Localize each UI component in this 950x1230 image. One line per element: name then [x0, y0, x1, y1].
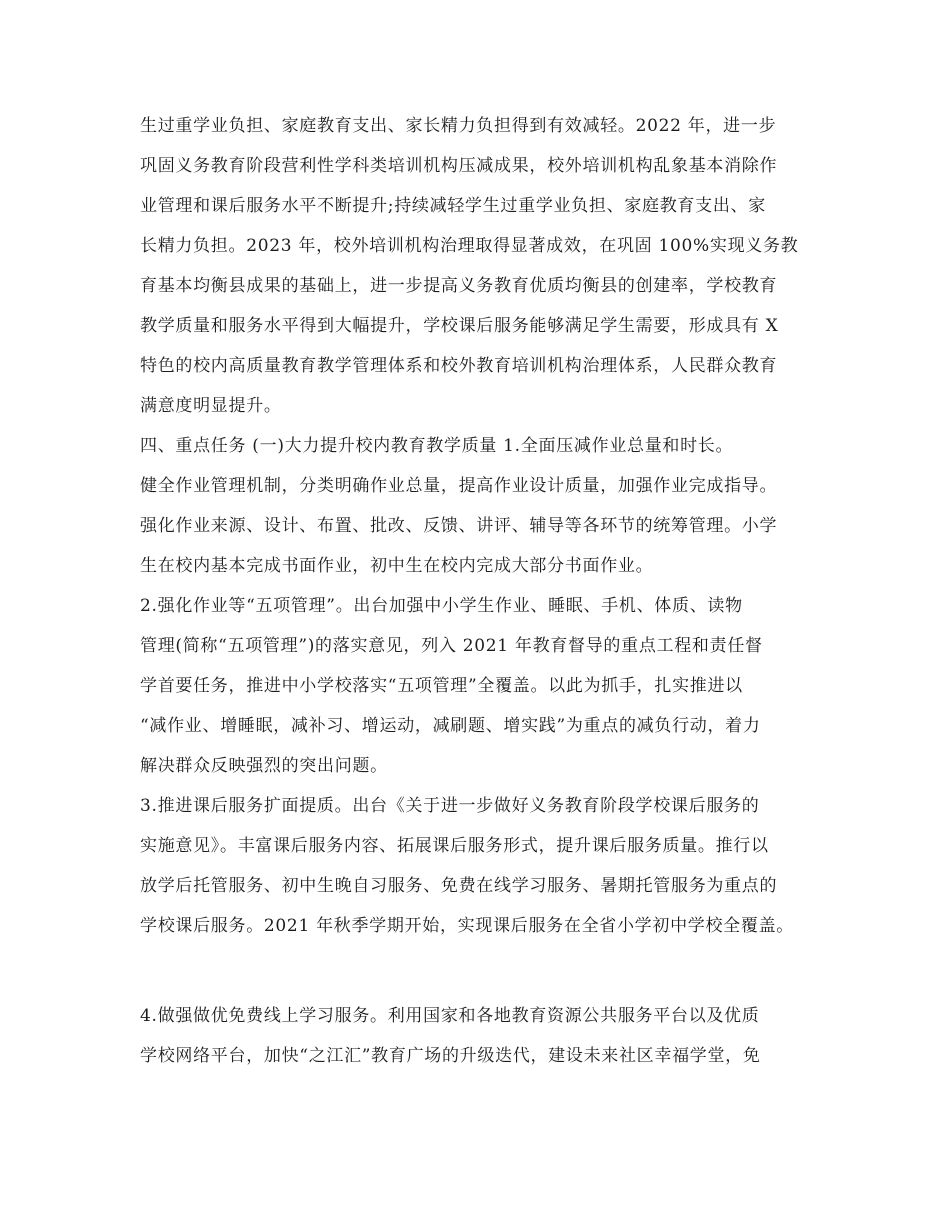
text-line: 特色的校内高质量教育教学管理体系和校外教育培训机构治理体系，人民群众教育 [140, 356, 778, 376]
text-line: 2.强化作业等“五项管理”。出台加强中小学生作业、睡眠、手机、体质、读物 [140, 596, 743, 616]
text-line: 强化作业来源、设计、布置、批改、反馈、讲评、辅导等各环节的统筹管理。小学 [140, 516, 778, 536]
text-line: 解决群众反映强烈的突出问题。 [140, 756, 388, 776]
text-line: 教学质量和服务水平得到大幅提升，学校课后服务能够满足学生需要，形成具有 X [140, 316, 779, 336]
text-line: 3.推进课后服务扩面提质。出台《关于进一步做好义务教育阶段学校课后服务的 [140, 796, 760, 816]
text-line: 放学后托管服务、初中生晚自习服务、免费在线学习服务、暑期托管服务为重点的 [140, 876, 778, 896]
section-heading-line: 四、重点任务 (一)大力提升校内教育教学质量 1.全面压减作业总量和时长。 [140, 436, 734, 456]
text-line: 长精力负担。2023 年，校外培训机构治理取得显著成效，在巩固 100%实现义务教 [140, 236, 799, 256]
text-line: 健全作业管理机制，分类明确作业总量，提高作业设计质量，加强作业完成指导。 [140, 476, 778, 496]
text-line: 实施意见》。丰富课后服务内容、拓展课后服务形式，提升课后服务质量。推行以 [140, 836, 769, 856]
text-line: 4.做强做优免费线上学习服务。利用国家和各地教育资源公共服务平台以及优质 [140, 1006, 760, 1026]
text-line: 业管理和课后服务水平不断提升;持续减轻学生过重学业负担、家庭教育支出、家 [140, 196, 766, 216]
text-line: 管理(简称“五项管理”)的落实意见，列入 2021 年教育督导的重点工程和责任督 [140, 636, 763, 656]
text-line: “减作业、增睡眠，减补习、增运动，减刷题、增实践”为重点的减负行动，着力 [140, 716, 761, 736]
text-line: 满意度明显提升。 [140, 396, 282, 416]
text-line: 学校课后服务。2021 年秋季学期开始，实现课后服务在全省小学初中学校全覆盖。 [140, 916, 794, 936]
text-line: 生过重学业负担、家庭教育支出、家长精力负担得到有效减轻。2022 年，进一步 [140, 116, 777, 136]
text-line: 育基本均衡县成果的基础上，进一步提高义务教育优质均衡县的创建率，学校教育 [140, 276, 778, 296]
text-line: 学校网络平台，加快“之江汇”教育广场的升级迭代，建设未来社区幸福学堂，免 [140, 1046, 761, 1066]
text-line: 学首要任务，推进中小学校落实“五项管理”全覆盖。以此为抓手，扎实推进以 [140, 676, 743, 696]
text-line: 生在校内基本完成书面作业，初中生在校内完成大部分书面作业。 [140, 556, 654, 576]
text-line: 巩固义务教育阶段营利性学科类培训机构压减成果，校外培训机构乱象基本消除作 [140, 156, 778, 176]
